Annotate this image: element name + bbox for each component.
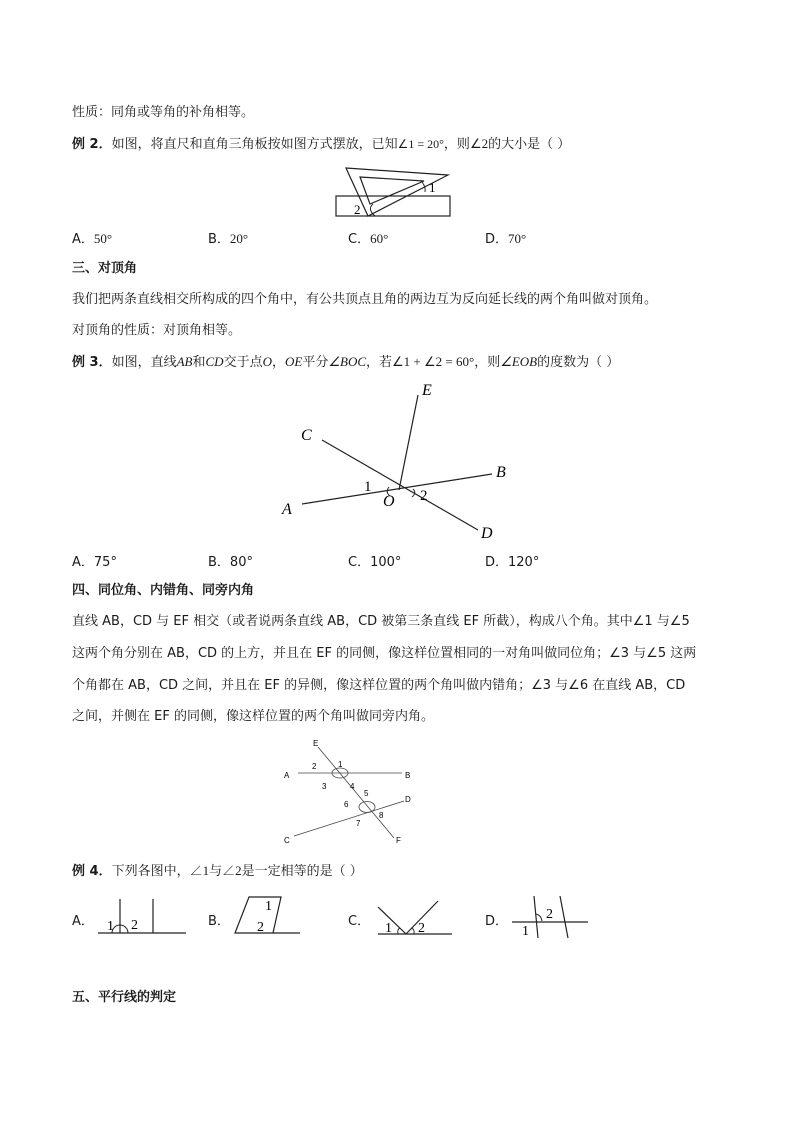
section-3-property: 对顶角的性质：对顶角相等。 bbox=[72, 323, 242, 338]
option-letter: A． bbox=[72, 232, 94, 247]
angle-label-2: 2 bbox=[312, 762, 317, 771]
example-3-text: 和 bbox=[192, 355, 206, 370]
example-3-given: ∠1 + ∠2 = 60° bbox=[392, 354, 475, 369]
option-letter: C． bbox=[348, 232, 371, 247]
option-value: 75° bbox=[93, 555, 117, 570]
section-4-para-line: 个角都在 AB，CD 之间，并且在 EF 的异侧，像这样位置的两个角叫做内错角；∠3 与∠6 在直线 AB，CD bbox=[72, 678, 686, 693]
angle-2-label: 2 bbox=[354, 202, 361, 217]
example-2-target: ∠2 bbox=[469, 136, 489, 151]
angle-eob-ref: ∠EOB bbox=[500, 354, 538, 369]
angle-label-3: 3 bbox=[322, 782, 327, 791]
angle-label-8: 8 bbox=[379, 811, 384, 820]
angle-2-label: 2 bbox=[257, 920, 264, 935]
example-3-text: ， bbox=[271, 355, 285, 370]
example-3-text: 的度数为（ ） bbox=[537, 355, 620, 370]
section-3-heading: 三、对顶角 bbox=[72, 261, 138, 276]
example-3-text: 如图，直线 bbox=[111, 355, 177, 370]
label-f: F bbox=[396, 836, 401, 845]
line-ab bbox=[302, 474, 492, 504]
angle-1-label: 1 bbox=[364, 479, 372, 495]
example-4-figure-c[interactable] bbox=[372, 893, 454, 940]
section-4-para-line: 这两个角分别在 AB，CD 的上方，并且在 EF 的同侧，像这样位置相同的一对角叫做同位角；∠3 与∠5 这两 bbox=[72, 646, 697, 661]
angle-label-5: 5 bbox=[364, 789, 369, 798]
label-a: A bbox=[284, 771, 290, 780]
label-d: D bbox=[481, 525, 493, 542]
example-3-option-a[interactable] bbox=[72, 551, 117, 570]
option-value: 80° bbox=[229, 555, 253, 570]
transversal-left bbox=[534, 896, 538, 938]
example-2-option-b[interactable] bbox=[208, 228, 248, 247]
transversal-figure bbox=[280, 735, 420, 847]
example-2-option-c[interactable] bbox=[348, 228, 388, 247]
section-4-para-line: 之间，并侧在 EF 的同侧，像这样位置的两个角叫做同旁内角。 bbox=[72, 709, 434, 724]
label-c: C bbox=[284, 836, 290, 845]
ruler-triangle-figure bbox=[330, 163, 455, 220]
example-3-text: ，则 bbox=[474, 355, 501, 370]
example-4-text-a: 下列各图中， bbox=[111, 864, 190, 879]
angle-2-label: 2 bbox=[418, 921, 425, 936]
line-ab-ref: AB bbox=[176, 354, 193, 369]
line-cd-ref: CD bbox=[205, 354, 224, 369]
left-ray bbox=[378, 907, 406, 934]
angle-2-label: 2 bbox=[546, 907, 553, 922]
example-2-option-a[interactable] bbox=[72, 228, 112, 247]
transversal-right bbox=[560, 896, 568, 938]
triangle-inner bbox=[360, 177, 424, 204]
example-3-text: ，若 bbox=[366, 355, 393, 370]
ray-oe-ref: OE bbox=[284, 354, 303, 369]
example-2-label: 例 2． bbox=[72, 137, 112, 152]
example-4-expr: ∠1与∠2 bbox=[189, 863, 242, 878]
option-letter: D． bbox=[485, 232, 509, 247]
label-e: E bbox=[313, 739, 319, 748]
label-b: B bbox=[496, 464, 506, 481]
property-line: 性质：同角或等角的补角相等。 bbox=[72, 105, 255, 120]
option-letter: A． bbox=[72, 555, 94, 570]
example-3-option-c[interactable] bbox=[348, 551, 401, 570]
example-4-option-d-letter[interactable]: D． bbox=[485, 914, 509, 929]
example-3-label: 例 3． bbox=[72, 355, 112, 370]
angle-1-label: 1 bbox=[429, 180, 436, 195]
example-4-option-c-letter[interactable]: C． bbox=[348, 914, 371, 929]
angle-label-7: 7 bbox=[356, 819, 361, 828]
section-5-heading: 五、平行线的判定 bbox=[72, 990, 177, 1005]
angle-1-label: 1 bbox=[265, 899, 272, 914]
label-c: C bbox=[301, 427, 312, 444]
example-3-option-b[interactable] bbox=[208, 551, 253, 570]
angle-1-label: 1 bbox=[107, 919, 114, 934]
example-4-question bbox=[72, 862, 363, 881]
angle-1-label: 1 bbox=[385, 921, 392, 936]
option-letter: B． bbox=[208, 555, 230, 570]
angle-label-4: 4 bbox=[350, 782, 355, 791]
intersecting-lines-figure bbox=[280, 378, 510, 540]
angle-2-label: 2 bbox=[131, 918, 138, 933]
ray-oe bbox=[399, 395, 418, 490]
example-4-figure-a[interactable] bbox=[94, 895, 188, 940]
option-value: 70° bbox=[508, 231, 527, 246]
example-4-option-a-letter[interactable]: A． bbox=[72, 914, 94, 929]
label-e: E bbox=[422, 382, 432, 399]
example-2-given: ∠1 = 20° bbox=[397, 137, 444, 151]
example-4-figure-b[interactable] bbox=[230, 893, 302, 940]
example-2-text-a: 如图，将直尺和直角三角板按如图方式摆放，已知 bbox=[111, 137, 398, 152]
angle-2-label: 2 bbox=[420, 488, 428, 504]
angle-label-6: 6 bbox=[344, 800, 349, 809]
section-4-para-line: 直线 AB，CD 与 EF 相交（或者说两条直线 AB，CD 被第三条直线 EF 所截），构成八个角。其中∠1 与∠5 bbox=[72, 614, 690, 629]
example-2-text-b: ，则 bbox=[443, 137, 470, 152]
option-value: 50° bbox=[93, 231, 113, 246]
example-4-text-b: 是一定相等的是（ ） bbox=[241, 864, 363, 879]
angle-2-arc bbox=[536, 914, 542, 921]
example-3-text: 平分 bbox=[302, 355, 329, 370]
intersection-ring-bottom bbox=[359, 802, 375, 813]
angle-boc-ref: ∠BOC bbox=[328, 354, 366, 369]
label-b: B bbox=[405, 771, 411, 780]
example-4-label: 例 4． bbox=[72, 864, 112, 879]
label-d: D bbox=[405, 795, 411, 804]
angle-1-label: 1 bbox=[522, 924, 529, 939]
section-3-definition: 我们把两条直线相交所构成的四个角中，有公共顶点且角的两边互为反向延长线的两个角叫做对顶角。 bbox=[72, 292, 658, 307]
option-letter: D． bbox=[485, 555, 509, 570]
label-a: A bbox=[282, 501, 292, 518]
label-o: O bbox=[383, 493, 395, 510]
option-value: 100° bbox=[370, 555, 402, 570]
angle-1-arc bbox=[398, 928, 400, 934]
option-value: 120° bbox=[508, 555, 540, 570]
example-3-option-d[interactable] bbox=[485, 551, 539, 570]
option-value: 20° bbox=[229, 231, 249, 246]
example-2-option-d[interactable] bbox=[485, 228, 526, 247]
section-4-heading: 四、同位角、内错角、同旁内角 bbox=[72, 583, 255, 598]
example-4-option-b-letter[interactable]: B． bbox=[208, 914, 230, 929]
example-4-figure-d[interactable] bbox=[508, 893, 590, 941]
example-3-text: 交于点 bbox=[223, 355, 263, 370]
point-o-ref: O bbox=[262, 354, 272, 369]
option-value: 60° bbox=[370, 231, 389, 246]
example-3-question bbox=[72, 353, 619, 372]
option-letter: C． bbox=[348, 555, 371, 570]
example-2-text-c: 的大小是（ ） bbox=[488, 137, 571, 152]
angle-label-1: 1 bbox=[338, 760, 343, 769]
example-2-question bbox=[72, 135, 570, 154]
option-letter: B． bbox=[208, 232, 230, 247]
